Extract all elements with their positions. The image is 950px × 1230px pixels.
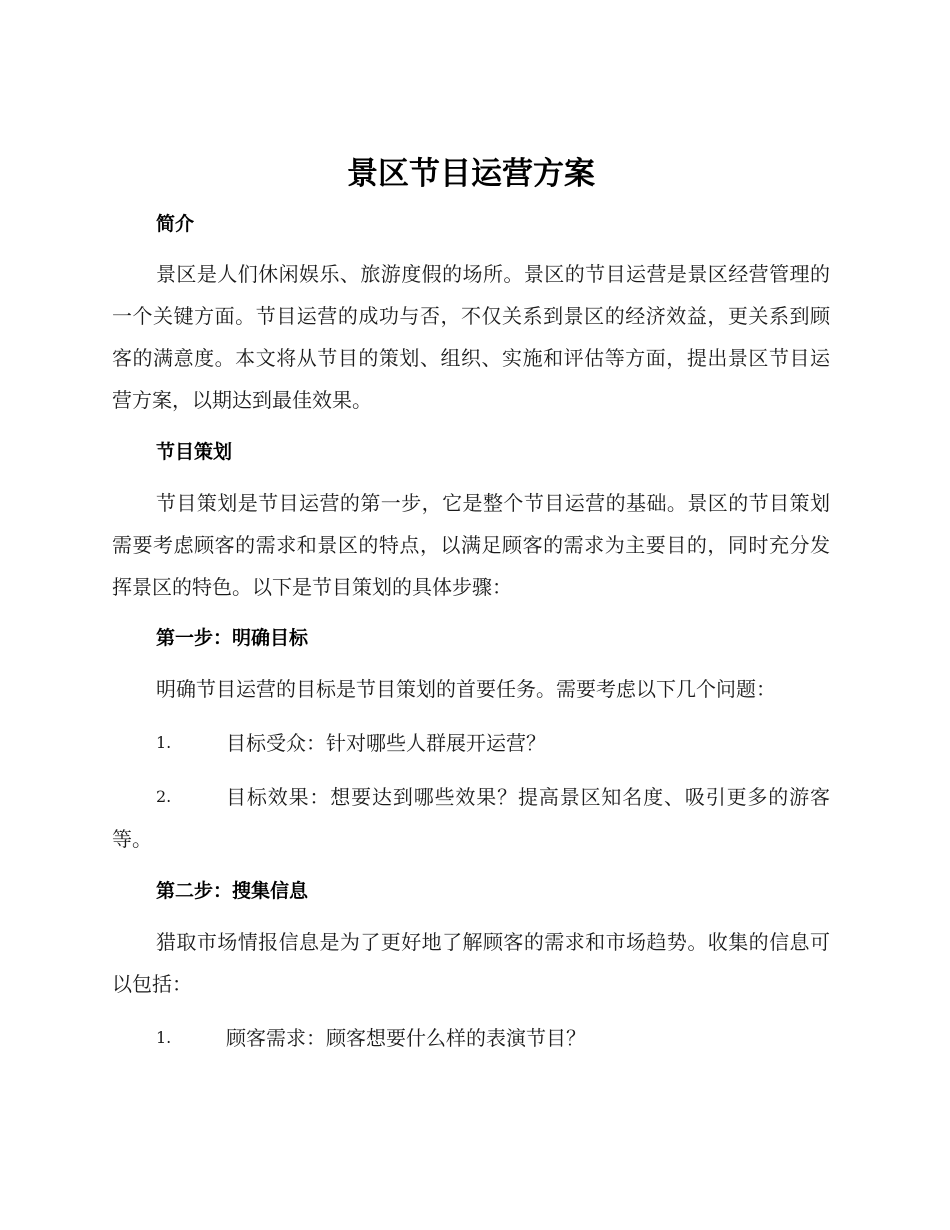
- paragraph-step2: 猎取市场情报信息是为了更好地了解顾客的需求和市场趋势。收集的信息可以包括：: [112, 930, 830, 996]
- list-item: [112, 722, 830, 764]
- document-title: 景区节目运营方案: [347, 156, 595, 192]
- list-item: [112, 776, 830, 860]
- list-number: 1.: [156, 1028, 172, 1047]
- paragraph-intro: 景区是人们休闲娱乐、旅游度假的场所。景区的节目运营是景区经营管理的一个关键方面。节目运营的成功与否，不仅关系到景区的经济效益，更关系到顾客的满意度。本文将从节目的策划、组织、实施和评估等方面，提出景区节目运营方案，以期达到最佳效果。: [112, 262, 830, 412]
- list-item: [112, 1017, 830, 1059]
- document-page: [112, 146, 830, 1059]
- section-heading-plan: 节目策划: [156, 441, 233, 463]
- list-item-text: 目标效果：想要达到哪些效果？提高景区知名度、吸引更多的游客等。: [112, 785, 830, 851]
- section-heading-step1: 第一步：明确目标: [156, 627, 309, 649]
- list-item-text: 目标受众：针对哪些人群展开运营？: [226, 731, 546, 755]
- list-number: 1.: [156, 733, 172, 752]
- paragraph-step1: 明确节目运营的目标是节目策划的首要任务。需要考虑以下几个问题：: [156, 677, 776, 701]
- section-heading-step2: 第二步：搜集信息: [156, 880, 309, 902]
- paragraph-plan: 节目策划是节目运营的第一步，它是整个节目运营的基础。景区的节目策划需要考虑顾客的需求和景区的特点，以满足顾客的需求为主要目的，同时充分发挥景区的特色。以下是节目策划的具体步骤：: [112, 491, 830, 599]
- section-heading-intro: 简介: [156, 213, 195, 235]
- list-number: 2.: [156, 787, 172, 806]
- list-item-text: 顾客需求：顾客想要什么样的表演节目？: [226, 1026, 586, 1050]
